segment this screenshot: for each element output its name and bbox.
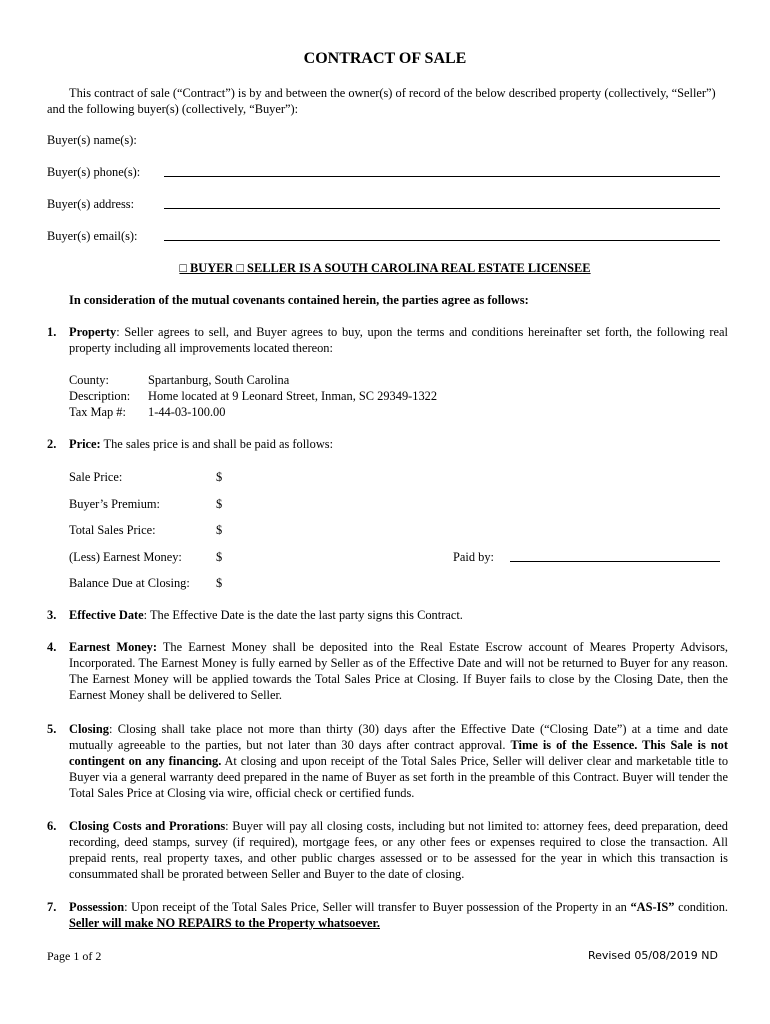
document-title: CONTRACT OF SALE bbox=[303, 50, 467, 67]
section-4-body: The Earnest Money shall be deposited into the Real Estate Escrow account of Meares Property Advisors, Incorporated. The Earnest Money is fully earned by Seller as of the Effective Date and will not be returned to Buyer for any reason. The Earnest Money will be applied towards the Total Sales Price at Closing. If Buyer fails to close by the Closing Date, then the Earnest Money shall be delivered to Seller. bbox=[69, 640, 729, 702]
section-5-emphasis: Time is of the Essence. This Sale is not contingent on any financing. bbox=[69, 738, 728, 768]
section-1-body: : Seller agrees to sell, and Buyer agrees to buy, upon the terms and conditions hereinafter set forth, the following real property including all improvements located thereon: bbox=[69, 325, 728, 355]
buyer-phone-field[interactable] bbox=[164, 176, 720, 177]
section-3-body: : The Effective Date is the date the last party signs this Contract. bbox=[143, 608, 463, 622]
county-label: County: bbox=[69, 373, 109, 387]
price-row-value[interactable]: $ bbox=[216, 470, 223, 484]
section-5-body: : Closing shall take place not more than thirty (30) days after the Effective Date (“Closing Date”) at a time and date mutually agreeable to the parties, but not later than 30 days after contract approval. bbox=[69, 722, 728, 752]
section-2-body: The sales price is and shall be paid as follows: bbox=[100, 437, 334, 451]
price-row-value[interactable]: $ bbox=[216, 497, 223, 511]
page-number: Page 1 of 2 bbox=[47, 949, 102, 963]
section-7-heading: Possession bbox=[69, 900, 125, 914]
price-row-value[interactable]: $ bbox=[216, 576, 223, 590]
paid-by-label: Paid by: bbox=[453, 550, 494, 564]
county-value: Spartanburg, South Carolina bbox=[148, 373, 290, 387]
as-is-term: “AS-IS” bbox=[630, 900, 675, 914]
no-repairs-clause: Seller will make NO REPAIRS to the Property whatsoever. bbox=[69, 916, 380, 930]
buyer-email-label: Buyer(s) email(s): bbox=[47, 229, 138, 243]
buyer-address-field[interactable] bbox=[164, 208, 720, 209]
section-7-number: 7. bbox=[47, 900, 57, 914]
buyer-address-label: Buyer(s) address: bbox=[47, 197, 135, 211]
tax-map-value: 1-44-03-100.00 bbox=[148, 405, 226, 419]
tax-map-label: Tax Map #: bbox=[69, 405, 126, 419]
section-2-heading: Price: bbox=[69, 437, 101, 451]
section-3-text bbox=[69, 607, 463, 623]
price-row-value[interactable]: $ bbox=[216, 550, 223, 564]
description-label: Description: bbox=[69, 389, 131, 403]
section-3-heading: Effective Date bbox=[69, 608, 144, 622]
intro-paragraph: This contract of sale (“Contract”) is by and between the owner(s) of record of the below described property (collectively, “Seller”) and the following buyer(s) (collectively, “Buyer”): bbox=[47, 86, 716, 116]
price-row-label: Balance Due at Closing: bbox=[69, 576, 190, 590]
section-1-number: 1. bbox=[47, 325, 57, 339]
consideration-line: In consideration of the mutual covenants contained herein, the parties agree as follows: bbox=[69, 293, 529, 307]
section-6-heading: Closing Costs and Prorations bbox=[69, 819, 226, 833]
section-4-number: 4. bbox=[47, 640, 57, 654]
section-7-body-cont: condition. bbox=[674, 900, 728, 914]
licensee-line: □ BUYER □ SELLER IS A SOUTH CAROLINA REAL ESTATE LICENSEE bbox=[179, 261, 591, 275]
revision-date: Revised 05/08/2019 ND bbox=[587, 949, 718, 962]
section-1-heading: Property bbox=[69, 325, 117, 339]
section-1-text bbox=[69, 324, 728, 356]
section-6-number: 6. bbox=[47, 819, 57, 833]
buyer-phone-label: Buyer(s) phone(s): bbox=[47, 165, 141, 179]
section-5-number: 5. bbox=[47, 722, 57, 736]
section-3-number: 3. bbox=[47, 608, 57, 622]
price-row-label: (Less) Earnest Money: bbox=[69, 550, 182, 564]
section-5-text bbox=[69, 721, 728, 801]
buyer-name-label: Buyer(s) name(s): bbox=[47, 133, 137, 147]
section-4-text bbox=[69, 639, 728, 703]
price-row-label: Total Sales Price: bbox=[69, 523, 156, 537]
section-5-heading: Closing bbox=[69, 722, 109, 736]
price-row-value[interactable]: $ bbox=[216, 523, 223, 537]
section-7-body: : Upon receipt of the Total Sales Price, Seller will transfer to Buyer possession of the Property in an bbox=[124, 900, 631, 914]
section-2-text bbox=[69, 436, 333, 452]
paid-by-field[interactable] bbox=[510, 561, 720, 562]
section-5-body-cont: At closing and upon receipt of the Total Sales Price, Seller will deliver clear and marketable title to Buyer via a general warranty deed prepared in the name of Buyer as set forth in the preamble of this Contract. Buyer will tender the Total Sales Price at Closing via wire, official check or certified funds. bbox=[69, 754, 729, 800]
price-row-label: Buyer’s Premium: bbox=[69, 497, 160, 511]
section-4-heading: Earnest Money: bbox=[69, 640, 157, 654]
description-value: Home located at 9 Leonard Street, Inman, SC 29349-1322 bbox=[148, 389, 438, 403]
section-6-body: : Buyer will pay all closing costs, including but not limited to: attorney fees, deed preparation, deed recording, deed stamps, survey (if required), mortgage fees, or any other fees or expenses required to close the transaction. All prepaid rents, real property taxes, and other public charges assessed or to be assessed for the year in which this transaction is consummated shall be prorated between Seller and Buyer to the date of closing. bbox=[69, 819, 728, 881]
buyer-email-field[interactable] bbox=[164, 240, 720, 241]
section-2-number: 2. bbox=[47, 437, 57, 451]
section-7-text bbox=[69, 899, 728, 931]
price-row-label: Sale Price: bbox=[69, 470, 123, 484]
section-6-text bbox=[69, 818, 728, 882]
